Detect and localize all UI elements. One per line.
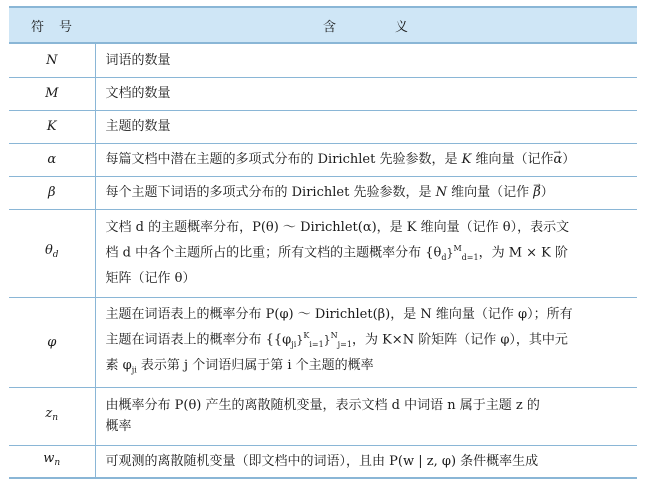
superscript: K <box>303 330 310 340</box>
symbol-cell: M <box>9 77 95 110</box>
vector-symbol: → β <box>533 185 541 200</box>
meaning-cell <box>95 143 637 176</box>
header-meaning-right: 义 <box>395 19 410 35</box>
table-row <box>9 77 637 110</box>
text-run: 每个主题下词语的多项式分布的 Dirichlet 先验参数，是 <box>105 185 436 200</box>
meaning-cell: 可观测的离散随机变量（即文档中的词语），且由 P(w | z, φ) 条件概率生成 <box>105 453 539 469</box>
meaning-cell <box>95 297 637 387</box>
subscript: j=1 <box>337 339 352 349</box>
table-row <box>9 43 637 77</box>
superscript: N <box>330 330 338 340</box>
header-meaning <box>95 7 637 43</box>
text-run: 维向量（记作 <box>446 185 534 200</box>
symbol-cell: N <box>9 43 95 77</box>
text-run: 每篇文档中潜在主题的多项式分布的 Dirichlet 先验参数，是 <box>105 152 462 167</box>
symbol-subscript: d <box>52 250 59 260</box>
table-row <box>9 176 637 209</box>
text-run: 素 φ <box>105 357 132 373</box>
symbol-subscript: n <box>54 458 61 469</box>
symbol-cell: φ <box>9 297 95 387</box>
vector-symbol: → α <box>553 152 562 167</box>
text-run: 表示第 j 个词语归属于第 i 个主题的概率 <box>136 357 374 373</box>
subscript: ji <box>291 339 297 349</box>
text-run: 档 d 中各个主题所占的比重；所有文档的主题概率分布 {θ <box>105 245 442 261</box>
table-row <box>9 209 637 297</box>
meaning-cell: 文档的数量 <box>105 86 171 101</box>
table-row <box>9 297 637 387</box>
symbol-main: w <box>43 451 55 467</box>
subscript: d <box>441 252 447 262</box>
desc-line: 主题在词语表上的概率分布 $\{\{\varphi_{ji}\}^K_{i=1}\}^N_{j=1}$，为 K×N 阶矩阵（记作 φ），其中元 <box>105 330 568 349</box>
subscript: d=1 <box>461 252 479 262</box>
meaning-cell <box>95 176 637 209</box>
subscript: ji <box>131 365 137 375</box>
header-symbol: 符 号 <box>30 19 73 35</box>
table-row <box>9 110 637 143</box>
superscript: M <box>453 244 462 254</box>
desc-line: 矩阵（记作 θ） <box>105 270 196 286</box>
desc-line: 由概率分布 P(θ) 产生的离散随机变量，表示文档 d 中词语 n 属于主题 z 的 <box>105 398 540 413</box>
symbol-main: θ <box>44 243 53 258</box>
symbol-cell: K <box>9 110 95 143</box>
table-header <box>9 7 637 43</box>
text-run: ） <box>540 185 554 200</box>
header-meaning-left: 含 <box>322 19 337 35</box>
meaning-cell: 主题的数量 <box>105 119 171 134</box>
notation-table <box>9 6 637 479</box>
symbol-cell: β <box>9 176 95 209</box>
text-run: 维向量（记作 <box>471 152 554 167</box>
desc-line: 档 d 中各个主题所占的比重；所有文档的主题概率分布 $\{\theta_d\}^M_{d=1}$，为 M × K 阶 <box>105 244 569 262</box>
symbol-cell <box>9 387 95 445</box>
text-run: ，为 K×N 阶矩阵（记作 φ），其中元 <box>351 332 568 348</box>
symbol-main: z <box>45 406 53 421</box>
meaning-cell <box>95 209 637 297</box>
symbol-cell: α <box>9 143 95 176</box>
notation-table-container <box>9 6 637 479</box>
meaning-cell <box>95 387 637 445</box>
symbol-subscript: n <box>52 413 59 423</box>
text-run: ） <box>562 152 576 167</box>
desc-line: 主题在词语表上的概率分布 P(φ) ～ Dirichlet(β)，是 N 维向量（记作 φ）；所有 <box>105 306 573 322</box>
desc-line: 概率 <box>105 419 132 434</box>
table-row <box>9 387 637 445</box>
symbol-cell <box>9 445 95 478</box>
desc-line <box>106 355 628 381</box>
desc-line: 文档 d 的主题概率分布，P(θ) ～ Dirichlet(α)，是 K 维向量（记作 θ），表示文 <box>105 220 570 236</box>
table-row <box>9 445 637 478</box>
text-run: ，为 M × K 阶 <box>478 245 569 261</box>
meaning-cell: 词语的数量 <box>105 52 171 68</box>
math-symbol: K <box>461 152 472 167</box>
table-row <box>9 143 637 176</box>
subscript: i=1 <box>309 339 324 349</box>
text-run: 主题在词语表上的概率分布 {{φ <box>105 332 292 348</box>
symbol-cell <box>9 209 95 297</box>
math-symbol: N <box>435 185 447 200</box>
